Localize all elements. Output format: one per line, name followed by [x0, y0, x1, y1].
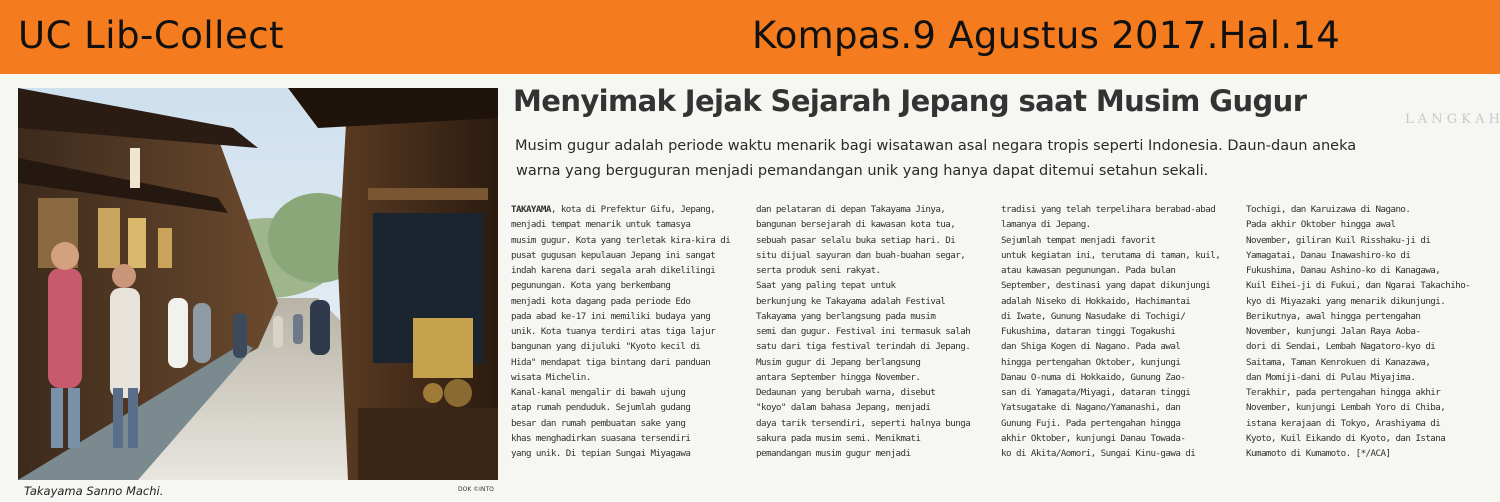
header-bar — [0, 0, 1500, 74]
article-text-line: Kuil Eihei-ji di Fukui, dan Ngarai Takachiho- — [1246, 280, 1471, 292]
article-text-line: dan Shiga Kogen di Nagano. Pada awal — [1001, 341, 1181, 353]
article-text-line: November, kunjungi Jalan Raya Aoba- — [1246, 326, 1421, 337]
article-text-line: bangunan bersejarah di kawasan kota tua, — [756, 219, 956, 231]
article-headline: Menyimak Jejak Sejarah Jepang saat Musim Gugur — [513, 84, 1307, 118]
article-text-fragment: , kota di Prefektur Gifu, Jepang, — [550, 204, 716, 215]
newspaper-clipping — [0, 74, 1500, 502]
article-text-line: Hida" mendapat tiga bintang dari panduan — [511, 356, 711, 368]
article-text-line: Sejumlah tempat menjadi favorit — [1001, 234, 1156, 246]
article-text-line: akhir Oktober, kunjungi Danau Towada- — [1001, 432, 1186, 444]
article-text-line: pegunungan. Kota yang berkembang — [511, 280, 671, 292]
article-lead — [515, 134, 1357, 184]
article-text-line: Pada akhir Oktober hingga awal — [1246, 219, 1396, 231]
article-text-line: berkunjung ke Takayama adalah Festival — [756, 295, 946, 307]
article-text-line — [511, 202, 747, 217]
adjacent-article-bleed: L A N G K A H — [1405, 112, 1500, 127]
article-text-line: Danau O-numa di Hokkaido, Gunung Zao- — [1001, 371, 1186, 383]
article-text-line: Musim gugur di Jepang berlangsung — [756, 356, 921, 368]
photo-credit: DOK ©INTO — [458, 486, 494, 493]
article-text-line: Kanal-kanal mengalir di bawah ujung — [511, 387, 686, 398]
article-text-line: pemandangan musim gugur menjadi — [756, 448, 911, 459]
article-text-line: September, destinasi yang dapat dikunjungi — [1001, 280, 1211, 292]
article-column-3 — [1001, 202, 1237, 500]
article-column-1 — [511, 202, 747, 500]
article-text-line: tradisi yang telah terpelihara berabad-abad — [1001, 204, 1216, 215]
article-text-line: atap rumah penduduk. Sejumlah gudang — [511, 402, 691, 414]
article-text-line: semi dan gugur. Festival ini termasuk salah — [756, 326, 971, 337]
collection-label: UC Lib-Collect — [18, 14, 285, 57]
article-photo — [18, 88, 498, 480]
article-text-line: pada abad ke-17 ini memiliki budaya yang — [511, 310, 711, 322]
article-text-line: bangunan yang dijuluki "Kyoto kecil di — [511, 341, 701, 353]
article-text-line: Dedaunan yang berubah warna, disebut — [756, 387, 936, 398]
source-citation: Kompas.9 Agustus 2017.Hal.14 — [752, 14, 1341, 57]
article-text-line: menjadi kota dagang pada periode Edo — [511, 295, 691, 307]
article-text-line: yang unik. Di tepian Sungai Miyagawa — [511, 448, 691, 459]
article-text-line: lamanya di Jepang. — [1001, 219, 1091, 231]
lead-line: Musim gugur adalah periode waktu menarik bagi wisatawan asal negara tropis seperti Indonesia. Daun-daun aneka — [515, 138, 1357, 154]
article-text-line: khas menghadirkan suasana tersendiri — [511, 432, 691, 444]
article-text-line: indah karena dari segala arah dikelilingi — [511, 265, 716, 276]
lead-line: warna yang berguguran menjadi pemandangan unik yang hanya dapat ditemui setahun sekali. — [516, 163, 1209, 179]
article-column-2 — [756, 202, 992, 500]
article-text-line: istana kerajaan di Tokyo, Arashiyama di — [1246, 417, 1441, 429]
article-text-line: wisata Michelin. — [511, 371, 591, 383]
article-text-line: atau kawasan pegunungan. Pada bulan — [1001, 265, 1176, 276]
article-text-line: satu dari tiga festival terindah di Jepang. — [756, 341, 971, 353]
article-text-line: dan pelataran di depan Takayama Jinya, — [756, 204, 946, 215]
article-text-line: musim gugur. Kota yang terletak kira-kira di — [511, 234, 731, 246]
article-text-line: Berikutnya, awal hingga pertengahan — [1246, 310, 1421, 322]
dateline: TAKAYAMA — [511, 204, 551, 215]
article-text-line: dori di Sendai, Lembah Nagatoro-kyo di — [1246, 341, 1436, 353]
article-text-line: Yamagatai, Danau Inawashiro-ko di — [1246, 249, 1411, 261]
street-scene-image — [18, 88, 498, 480]
photo-caption: Takayama Sanno Machi. — [24, 484, 164, 498]
article-text-line: November, giliran Kuil Risshaku-ji di — [1246, 234, 1431, 246]
article-text-line: menjadi tempat menarik untuk tamasya — [511, 219, 691, 231]
article-text-line: san di Yamagata/Miyagi, dataran tinggi — [1001, 387, 1191, 398]
article-text-line: Saat yang paling tepat untuk — [756, 280, 896, 292]
article-text-line: serta produk seni rakyat. — [756, 265, 881, 276]
article-text-line: besar dan rumah pembuatan sake yang — [511, 417, 686, 429]
article-text-line: situ dijual sayuran dan buah-buahan segar, — [756, 249, 966, 261]
article-text-line: antara September hingga November. — [756, 371, 921, 383]
article-text-line: Fukushima, dataran tinggi Togakushi — [1001, 326, 1176, 337]
article-text-line: Yatsugatake di Nagano/Yamanashi, dan — [1001, 402, 1181, 414]
article-column-4 — [1246, 202, 1482, 500]
article-text-line: November, kunjungi Lembah Yoro di Chiba, — [1246, 402, 1446, 414]
article-text-line: Fukushima, Danau Ashino-ko di Kanagawa, — [1246, 265, 1441, 276]
article-text-line: Saitama, Taman Kenrokuen di Kanazawa, — [1246, 356, 1431, 368]
article-text-line: "koyo" dalam bahasa Jepang, menjadi — [756, 402, 931, 414]
article-text-line: dan Momiji-dani di Pulau Miyajima. — [1246, 371, 1416, 383]
article-text-line: kyo di Miyazaki yang menarik dikunjungi. — [1246, 295, 1446, 307]
article-text-line: untuk kegiatan ini, terutama di taman, kuil, — [1001, 249, 1221, 261]
article-text-line: hingga pertengahan Oktober, kunjungi — [1001, 356, 1181, 368]
article-text-line: daya tarik tersendiri, seperti halnya bunga — [756, 417, 971, 429]
article-text-line: Kyoto, Kuil Eikando di Kyoto, dan Istana — [1246, 432, 1446, 444]
article-text-line: Kumamoto di Kumamoto. [*/ACA] — [1246, 448, 1391, 459]
article-text-line: sebuah pasar selalu buka setiap hari. Di — [756, 234, 956, 246]
article-text-line: pusat gugusan kepulauan Jepang ini sangat — [511, 249, 716, 261]
article-text-line: Takayama yang berlangsung pada musim — [756, 310, 936, 322]
article-text-line: di Iwate, Gunung Nasudake di Tochigi/ — [1001, 310, 1186, 322]
article-text-line: sakura pada musim semi. Menikmati — [756, 432, 921, 444]
article-text-line: Tochigi, dan Karuizawa di Nagano. — [1246, 204, 1411, 215]
article-text-line: adalah Niseko di Hokkaido, Hachimantai — [1001, 295, 1191, 307]
article-text-line: ko di Akita/Aomori, Sungai Kinu-gawa di — [1001, 448, 1196, 459]
article-text-line: unik. Kota tuanya terdiri atas tiga lajur — [511, 326, 716, 337]
article-text-line: Terakhir, pada pertengahan hingga akhir — [1246, 387, 1441, 398]
article-text-line: Gunung Fuji. Pada pertengahan hingga — [1001, 417, 1181, 429]
